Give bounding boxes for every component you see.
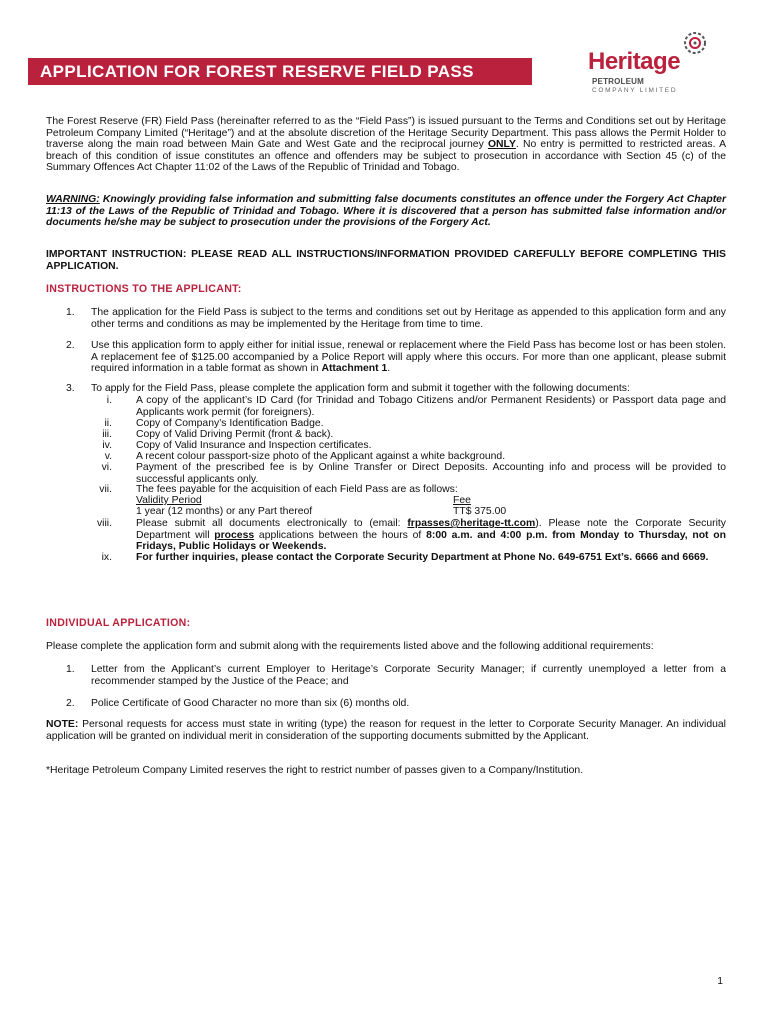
logo-mark-icon <box>680 30 710 56</box>
office-hours: 8:00 a.m. and 4:00 p.m. from Monday to Thursday, not on Fridays, Public Holidays or Weekends. <box>136 529 726 553</box>
document-number: iii. <box>102 429 112 440</box>
title-banner <box>28 58 532 85</box>
note-label: NOTE: <box>46 719 79 730</box>
individual-intro: Please complete the application form and submit along with the requirements listed above and the following additional requirements: <box>46 641 654 652</box>
instruction-tail: . <box>387 363 391 375</box>
individual-number: 1. <box>66 664 75 675</box>
footnote: *Heritage Petroleum Company Limited reserves the right to restrict number of passes given to a Company/Institution. <box>46 765 584 776</box>
warning-text: Knowingly providing false information and submitting false documents constitutes an offence under the Forgery Act Chapter 11:13 of the Laws of the Republic of Trinidad and Tobago. Where it is discovered that a person has submitted false information and/or documents he/she may be subject to prosecution under the provisions of the Forgery Act. <box>46 194 726 229</box>
document-item-submission <box>136 518 726 553</box>
instruction-item <box>91 340 726 375</box>
individual-item: Police Certificate of Good Character no more than six (6) months old. <box>91 698 410 709</box>
fee-table-fee: TT$ 375.00 <box>453 506 507 517</box>
document-number: v. <box>104 451 112 462</box>
instructions-heading: INSTRUCTIONS TO THE APPLICANT: <box>46 283 242 295</box>
submission-text: Please submit all documents electronically to (email: <box>136 518 408 529</box>
document-item: Copy of Valid Driving Permit (front & back). <box>136 429 334 440</box>
document-item-inquiries: For further inquiries, please contact the Corporate Security Department at Phone No. 649-6751 Ext’s. 6666 and 6669. <box>136 552 709 563</box>
note-text: Personal requests for access must state in writing (type) the reason for request in the letter to Corporate Security Manager. An individual application will be granted on individual merit in consideration of the supporting documents submitted by the Applicant. <box>46 719 726 742</box>
instruction-number: 2. <box>66 340 75 351</box>
document-item: A recent colour passport-size photo of the Applicant against a white background. <box>136 451 506 462</box>
instruction-item: To apply for the Field Pass, please complete the application form and submit it together with the following documents: <box>91 383 630 394</box>
fee-table-header-period: Validity Period <box>136 495 202 506</box>
document-number: ix. <box>101 552 112 563</box>
document-number: vi. <box>101 462 112 473</box>
important-instruction: IMPORTANT INSTRUCTION: PLEASE READ ALL INSTRUCTIONS/INFORMATION PROVIDED CAREFULLY BEFORE COMPLETING THIS APPLICATION. <box>46 249 726 272</box>
intro-rest: . No entry is permitted to restricted areas. A breach of this condition of issue constitutes an offence and offenders may be subject to prosecution in accordance with Section 45 (c) of the Summary Offences Act Chapter 11:02 of the Laws of the Republic of Trinidad and Tobago. <box>46 139 727 174</box>
logo-subtitle-company: COMPANY LIMITED <box>592 87 678 94</box>
fee-table-period: 1 year (12 months) or any Part thereof <box>136 506 313 517</box>
document-number: i. <box>106 395 112 406</box>
logo-subtitle-petroleum: PETROLEUM <box>592 77 645 86</box>
document-item: The fees payable for the acquisition of each Field Pass are as follows: <box>136 484 458 495</box>
document-item: Payment of the prescribed fee is by Online Transfer or Direct Deposits. Accounting info and process will be provided to successful applicants only. <box>136 462 726 485</box>
fee-table-header-fee: Fee <box>453 495 471 506</box>
submission-text: applications between the hours of <box>254 529 427 541</box>
document-item: Copy of Company’s Identification Badge. <box>136 418 324 429</box>
individual-number: 2. <box>66 698 75 709</box>
document-number: ii. <box>104 418 112 429</box>
intro-paragraph <box>46 116 726 174</box>
document-item: A copy of the applicant’s ID Card (for Trinidad and Tobago Citizens and/or Permanent Residents) or Passport data page and Applicants work permit (for foreigners). <box>136 395 726 418</box>
instruction-text: Use this application form to apply either for initial issue, renewal or replacement where the Field Pass has become lost or has been stolen. A replacement fee of $125.00 accompanied by a Police Report will apply where this occurs. For more than one applicant, please submit required information in a table format as shown in <box>91 340 726 375</box>
submission-email-link[interactable]: frpasses@heritage-tt.com <box>407 518 536 529</box>
page-number: 1 <box>717 976 723 987</box>
page-title: APPLICATION FOR FOREST RESERVE FIELD PASS <box>40 62 474 81</box>
individual-item: Letter from the Applicant’s current Employer to Heritage’s Corporate Security Manager; if currently unemployed a letter from a recommender stamped by the Justice of the Peace; and <box>91 664 726 687</box>
warning-label: WARNING: <box>46 194 100 205</box>
instruction-number: 3. <box>66 383 75 394</box>
instruction-number: 1. <box>66 307 75 318</box>
instruction-item: The application for the Field Pass is subject to the terms and conditions set out by Heritage as appended to this application form and any other terms and conditions as may be implemented by the Heritage from time to time. <box>91 307 726 330</box>
intro-only: ONLY <box>487 139 516 151</box>
document-number: viii. <box>96 518 112 529</box>
submission-text: ). Please note the Corporate Security Department will <box>136 518 726 541</box>
logo-wordmark: Heritage <box>588 48 681 75</box>
document-number: iv. <box>102 440 112 451</box>
attachment-reference: Attachment 1 <box>321 363 388 375</box>
note-paragraph <box>46 719 726 742</box>
individual-heading: INDIVIDUAL APPLICATION: <box>46 617 191 629</box>
process-word: process <box>214 529 255 541</box>
document-item: Copy of Valid Insurance and Inspection certificates. <box>136 440 372 451</box>
intro-text: The Forest Reserve (FR) Field Pass (hereinafter referred to as the “Field Pass”) is issued pursuant to the Terms and Conditions set out by Heritage Petroleum Company Limited (“Heritage”) and at the absolute discretion of the Heritage Security Department. This pass allows the Permit Holder to traverse along the main road between Main Gate and West Gate and the reciprocal journey <box>46 116 726 151</box>
document-number: vii. <box>99 484 112 495</box>
heritage-logo <box>588 30 728 96</box>
warning-paragraph <box>46 194 726 229</box>
